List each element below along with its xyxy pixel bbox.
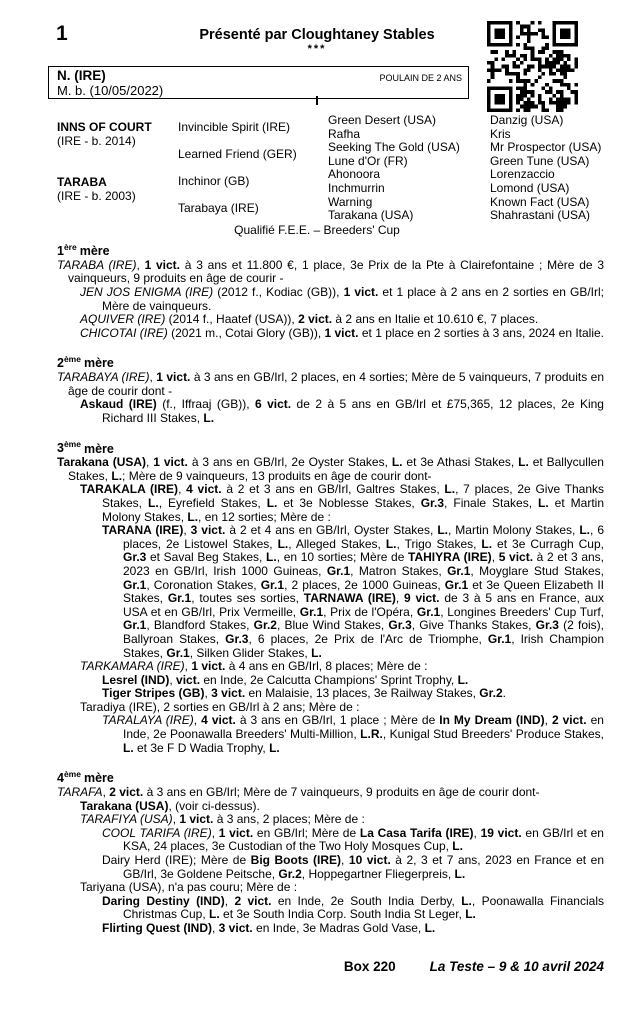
lot-number: 1 bbox=[56, 22, 68, 45]
pedigree-paragraph: Taradiya (IRE), 2 sorties en GB/Irl à 2 ans; Mère de : bbox=[80, 699, 360, 714]
pedigree-text bbox=[57, 241, 604, 949]
section-heading: 1ère mère bbox=[57, 242, 110, 259]
pedigree-sire-name: INNS OF COURT bbox=[57, 120, 152, 134]
pedigree-entry: Seeking The Gold (USA) bbox=[328, 140, 460, 154]
pedigree-entry: Rafha bbox=[328, 127, 361, 141]
pedigree-paragraph: TARAFA, 2 vict. à 3 ans en GB/Irl; Mère de 7 vainqueurs, 9 produits en âge de courir dont- bbox=[57, 785, 540, 799]
pedigree-entry: Green Tune (USA) bbox=[490, 154, 590, 168]
pedigree-sire-origin: (IRE - b. 2014) bbox=[57, 133, 136, 148]
pedigree-paragraph: TARABA (IRE), 1 vict. à 3 ans et 11.800 €, 1 place, 3e Prix de la Pte à Clairefontaine ; Mère de 3 vainqueurs, 9 produits en âge de courir - bbox=[57, 257, 604, 286]
pedigree-paragraph: Flirting Quest (IND), 3 vict. en Inde, 3e Madras Gold Vase, L. bbox=[102, 920, 436, 935]
pedigree-entry: Inchinor (GB) bbox=[178, 174, 250, 188]
horse-category: POULAIN DE 2 ANS bbox=[379, 73, 462, 83]
page-footer bbox=[57, 959, 604, 974]
pedigree-paragraph: Tarakana (USA), (voir ci-dessus). bbox=[80, 798, 260, 813]
pedigree-paragraph: Tiger Stripes (GB), 3 vict. en Malaisie, 13 places, 3e Railway Stakes, Gr.2. bbox=[102, 686, 506, 701]
section-heading: 3ème mère bbox=[57, 439, 114, 456]
pedigree-paragraph: Askaud (IRE) (f., Iffraaj (GB)), 6 vict. de 2 à 5 ans en GB/Irl et £75,365, 12 places, 2e King Richard III Stakes, L. bbox=[80, 397, 604, 425]
section-heading: 4ème mère bbox=[57, 769, 114, 786]
pedigree-entry: Ahonoora bbox=[328, 167, 381, 181]
section-3eme-mere bbox=[57, 438, 604, 755]
pedigree-paragraph: Tariyana (USA), n'a pas couru; Mère de : bbox=[80, 880, 298, 895]
pedigree-paragraph: TARABAYA (IRE), 1 vict. à 3 ans en GB/Irl, 2 places, en 4 sorties; Mère de 5 vainqueurs, 7 produits en âge de courir dont - bbox=[57, 370, 604, 398]
presenter-stars: *** bbox=[307, 43, 327, 55]
section-4eme-mere bbox=[57, 768, 604, 935]
pedigree-paragraph: TARALAYA (IRE), 4 vict. à 3 ans en GB/Irl, 1 place ; Mère de In My Dream (IND), 2 vict. en Inde, 2e Poonawalla Breeders' Multi-Million, L.R., Kunigal Stud Breeders' Produce Stakes, L. et 3e F D Wadia Trophy, L. bbox=[102, 713, 604, 755]
qr-code bbox=[487, 21, 578, 112]
pedigree-entry: Inchmurrin bbox=[328, 181, 385, 195]
pedigree-entry: Warning bbox=[328, 195, 373, 209]
pedigree-entry: Mr Prospector (USA) bbox=[490, 140, 602, 154]
horse-identity bbox=[57, 68, 163, 98]
pedigree-dam-name: TARABA bbox=[57, 175, 107, 189]
pedigree-entry: Invincible Spirit (IRE) bbox=[178, 120, 291, 134]
pedigree-entry: Shahrastani (USA) bbox=[490, 208, 591, 222]
section-2eme-mere bbox=[57, 353, 604, 425]
horse-header-box bbox=[48, 66, 469, 99]
pedigree-paragraph: JEN JOS ENIGMA (IRE) (2012 f., Kodiac (GB)), 1 vict. et 1 place à 2 ans en 2 sorties en GB/Irl; Mère de vainqueurs. bbox=[80, 284, 604, 313]
pedigree-paragraph: Daring Destiny (IND), 2 vict. en Inde, 2e South India Derby, L., Poonawalla Financials Christmas Cup, L. et 3e South India Corp. South India St Leger, L. bbox=[102, 893, 604, 922]
pedigree-entry: Lomond (USA) bbox=[490, 181, 570, 195]
pedigree-entry: Tarabaya (IRE) bbox=[178, 201, 259, 215]
section-heading: 2ème mère bbox=[57, 354, 114, 371]
box-number: Box 220 bbox=[343, 959, 396, 974]
pedigree-paragraph: CHICOTAI (IRE) (2021 m., Cotai Glory (GB)), 1 vict. et 1 place en 2 sorties à 3 ans, 2024 en Italie. bbox=[80, 325, 605, 340]
pedigree-entry: Tarakana (USA) bbox=[328, 208, 414, 222]
pedigree-paragraph: Tarakana (USA), 1 vict. à 3 ans en GB/Irl, 2e Oyster Stakes, L. et 3e Athasi Stakes, L. et Ballycullen Stakes, L.; Mère de 9 vainqueurs, 13 produits en âge de courir dont- bbox=[57, 455, 604, 483]
horse-details: M. b. (10/05/2022) bbox=[57, 83, 164, 98]
pedigree-paragraph: TARANA (IRE), 3 vict. à 2 et 4 ans en GB/Irl, Oyster Stakes, L., Martin Molony Stakes, L., 6 places, 2e Listowel Stakes, L., Alleged Stakes, L., Trigo Stakes, L. et 3e Curragh Cup, Gr.3 et Saval Beg Stakes, L., en 10 sorties; Mère de TAHIYRA (IRE), 5 vict. à 2 et 3 ans, 2023 en GB/Irl, Irish 1000 Guineas, Gr.1, Matron Stakes, Gr.1, Moyglare Stud Stakes, Gr.1, Coronation Stakes, Gr.1, 2 places, 2e 1000 Guineas, Gr.1 et 3e Queen Elizabeth II Stakes, Gr.1, toutes ses sorties, TARNAWA (IRE), 9 vict. de 3 à 5 ans en France, aux USA et en GB/Irl, Prix Vermeille, Gr.1, Prix de l'Opéra, Gr.1, Longines Breeders' Cup Turf, Gr.1, Blandford Stakes, Gr.2, Blue Wind Stakes, Gr.3, Give Thanks Stakes, Gr.3 (2 fois), Ballyroan Stakes, Gr.3, 6 places, 2e Prix de l'Arc de Triomphe, Gr.1, Irish Champion Stakes, Gr.1, Silken Glider Stakes, L. bbox=[102, 523, 605, 660]
pedigree-entry: Lune d'Or (FR) bbox=[328, 154, 408, 168]
pedigree-sire bbox=[57, 121, 152, 148]
presenter-title: Présenté par Cloughtaney Stables bbox=[199, 27, 435, 43]
pedigree-dam bbox=[57, 176, 136, 203]
pedigree-entry: Known Fact (USA) bbox=[490, 195, 590, 209]
pedigree-paragraph: AQUIVER (IRE) (2014 f., Haatef (USA)), 2 vict. à 2 ans en Italie et 10.610 €, 7 places. bbox=[80, 312, 539, 327]
pedigree-entry: Kris bbox=[490, 127, 511, 141]
pedigree-entry: Lorenzaccio bbox=[490, 167, 555, 181]
pedigree-paragraph: COOL TARIFA (IRE), 1 vict. en GB/Irl; Mère de La Casa Tarifa (IRE), 19 vict. en GB/Irl et en KSA, 24 places, 3e Custodian of the Two Holy Mosques Cup, L. bbox=[102, 825, 604, 854]
table-divider-tick bbox=[316, 96, 318, 105]
pedigree-paragraph: Dairy Herd (IRE); Mère de Big Boots (IRE), 10 vict. à 2, 3 et 7 ans, 2023 en France et en GB/Irl, 3e Goldene Peitsche, Gr.2, Hoppegartner Fliegerpreis, L. bbox=[102, 852, 604, 881]
pedigree-paragraph: Lesrel (IND), vict. en Inde, 2e Calcutta Champions' Sprint Trophy, L. bbox=[102, 672, 469, 687]
sale-title: La Teste – 9 & 10 avril 2024 bbox=[429, 959, 604, 974]
pedigree-paragraph: TARAFIYA (USA), 1 vict. à 3 ans, 2 places; Mère de : bbox=[80, 812, 365, 827]
pedigree-entry: Green Desert (USA) bbox=[328, 113, 437, 127]
pedigree-dam-origin: (IRE - b. 2003) bbox=[57, 188, 136, 203]
pedigree-paragraph: TARKAMARA (IRE), 1 vict. à 4 ans en GB/Irl, 8 places; Mère de : bbox=[80, 659, 428, 674]
pedigree-entry: Learned Friend (GER) bbox=[178, 147, 297, 161]
pedigree-entry: Danzig (USA) bbox=[490, 113, 564, 127]
pedigree-paragraph: TARAKALA (IRE), 4 vict. à 2 et 3 ans en GB/Irl, Galtres Stakes, L., 7 places, 2e Give Thanks Stakes, L., Eyrefield Stakes, L. et 3e Noblesse Stakes, Gr.3, Finale Stakes, L. et Martin Molony Stakes, L., en 12 sorties; Mère de : bbox=[80, 482, 605, 524]
section-1ere-mere bbox=[57, 241, 604, 340]
horse-name: N. (IRE) bbox=[57, 68, 106, 83]
qualification-note: Qualifié F.E.E. – Breeders' Cup bbox=[234, 223, 400, 237]
